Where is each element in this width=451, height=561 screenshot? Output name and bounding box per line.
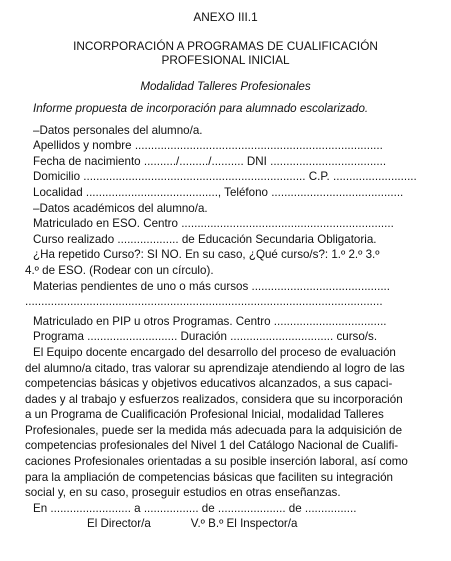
signature-row: [33, 516, 435, 532]
paragraph-line: a un Programa de Cualificación Profesional Inicial, modalidad Talleres: [25, 408, 384, 422]
field-apellidos: Apellidos y nombre .............................................................................: [33, 139, 383, 153]
report-heading: Informe propuesta de incorporación para alumnado escolarizado.: [33, 102, 369, 115]
field-fecha-dni: Fecha de nacimiento ........../........./.......... DNI ....................................: [33, 154, 387, 168]
personal-data-heading: –Datos personales del alumno/a.: [33, 123, 203, 137]
field-matriculado-eso: Matriculado en ESO. Centro ..................................................................: [33, 217, 394, 231]
modality-subtitle: Modalidad Talleres Profesionales: [140, 80, 311, 93]
paragraph-line: El Equipo docente encargado del desarrollo del proceso de evaluación: [33, 345, 396, 359]
field-localidad-telefono: Localidad ........................................., Teléfono .........................................: [33, 185, 404, 199]
paragraph-line: del alumno/a citado, tras valorar su aprendizaje atendiendo al logro de las: [25, 361, 405, 375]
field-repetido-line-1: ¿Ha repetido Curso?: SI NO. En su caso, ¿Qué curso/s?: 1.º 2.º 3.º: [33, 248, 380, 262]
field-matriculado-pip: Matriculado en PIP u otros Programas. Centro ...................................: [33, 314, 387, 328]
title-line-2: PROFESIONAL INICIAL: [161, 52, 290, 67]
paragraph-line: caciones Profesionales orientadas a su posible inserción laboral, así como: [25, 455, 408, 469]
annex-label: ANEXO III.1: [193, 10, 258, 24]
document-title: [0, 40, 451, 67]
field-programa-duracion: Programa ............................ Duración ................................ curso/s.: [33, 330, 378, 344]
place-date-line: En ......................... a ................. de ..................... de ................: [33, 501, 357, 515]
field-materias-pendientes: Materias pendientes de uno o más cursos ...........................................: [33, 279, 390, 293]
field-domicilio-cp: Domicilio ..................................................................... C.P. ..........................: [33, 170, 417, 184]
field-curso-realizado: Curso realizado ................... de Educación Secundaria Obligatoria.: [33, 232, 377, 246]
director-signature-label: El Director/a: [87, 517, 151, 531]
paragraph-line: Profesionales, puede ser la medida más adecuada para la adquisición de: [25, 423, 403, 437]
title-line-1: INCORPORACIÓN A PROGRAMAS DE CUALIFICACIÓN: [73, 39, 378, 53]
field-dotted-line: ...............................................................................................................: [25, 295, 383, 309]
academic-data-heading: –Datos académicos del alumno/a.: [33, 201, 208, 215]
paragraph-line: competencias básicas y objetivos educativos alcanzados, a sus capaci-: [25, 377, 393, 391]
paragraph-line: competencias profesionales del Nivel 1 del Catálogo Nacional de Cualifi-: [25, 439, 399, 453]
inspector-signature-label: V.º B.º El Inspector/a: [190, 517, 298, 531]
paragraph-line: dades y al trabajo y esfuerzos realizados, considera que su incorporación: [25, 392, 403, 406]
paragraph-line: social y, en su caso, proseguir estudios en otras enseñanzas.: [25, 486, 341, 500]
form-body: [25, 101, 435, 532]
evaluation-paragraph: [25, 345, 435, 501]
paragraph-line: para la ampliación de competencias básicas que faciliten su integración: [25, 470, 393, 484]
field-repetido-line-2: 4.º de ESO. (Rodear con un círculo).: [25, 263, 214, 277]
